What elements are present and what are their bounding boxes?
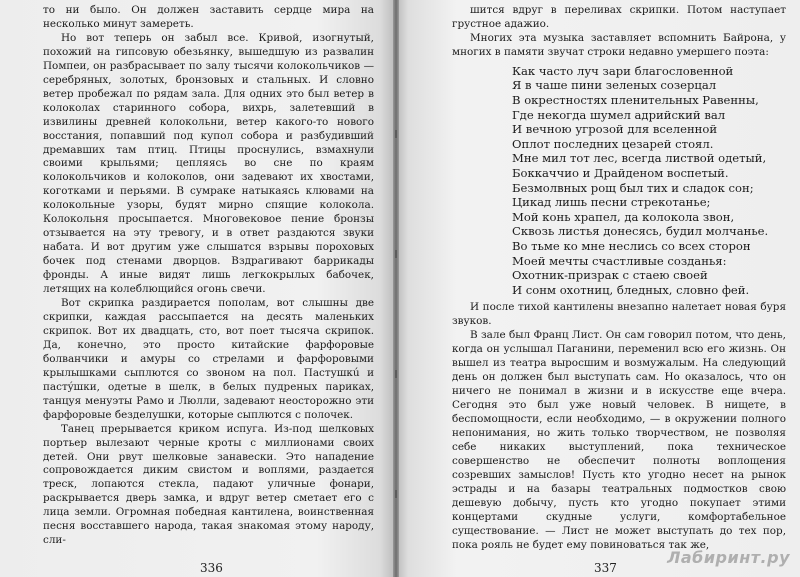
page-number-right: 337: [594, 561, 617, 575]
right-page-text: [452, 4, 786, 552]
poem-line: Мой конь храпел, да колокола звон,: [512, 209, 735, 224]
poem-line: И сонм охотниц, бледных, словно фей.: [512, 282, 750, 297]
poem-line: Оплот последних цезарей стоял.: [512, 136, 714, 151]
poem-line: Цикад лишь песни стрекотанье;: [512, 195, 711, 210]
paragraph: то ни было. Он должен заставить сердце мира на несколько минут замереть.: [43, 4, 374, 30]
paragraph: шится вдруг в переливах скрипки. Потом наступает грустное адажио.: [452, 4, 786, 30]
poem-quote: [512, 64, 786, 298]
left-page-text: [43, 4, 374, 548]
binding-stitch: [395, 250, 397, 258]
poem-line: И вечною угрозой для вселенной: [512, 122, 718, 137]
poem-line: Охотник-призрак с стаею своей: [512, 268, 708, 283]
paragraph: В зале был Франц Лист. Он сам говорил потом, что день, когда он услышал Паганини, переменил всю его жизнь. Он вышел из театра выросшим и возмужалым. На следующий день он должен был выступать сам. Но оказалось, что он ничего не понимал в жизни и в искусстве еще вчера. Сегодня это был уже новый человек. В нищете, в беспомощности, если необходимо, — в окружении полного непонимания, но жить только творчеством, не позволяя себе никаких выступлений, пока техническое совершенство не обеспечит полноты воплощения созревших замыслов! Пусть кто угодно несет на рынок эстрады и на базары театральных подмостков свою дешевую добычу, пусть кто угодно покупает этими концертами скудные услуги, комфортабельное существование. — Лист не может выступать до тех пор, пока рояль не будет ему повиноваться так же,: [452, 329, 786, 551]
poem-line: Сквозь листья донесясь, будил молчанье.: [512, 224, 769, 239]
poem-line: Я в чаше пини зеленых созерцал: [512, 78, 717, 93]
page-number-left: 336: [200, 561, 223, 575]
poem-line: Безмолвных рощ был тих и сладок сон;: [512, 180, 754, 195]
binding-stitch: [395, 490, 397, 498]
paragraph: Танец прерывается криком испуга. Из-под шелковых портьер вылезают черные кроты с миллионами своих детей. Они рвут шелковые занавески. Это нападение сопровождается диким свистом и воплями, раздается треск, лопаются стекла, падают уличные фонари, раскрывается дверь замка, и вдруг ветер сметает его с лица земли. Огромная победная кантилена, воинственная песня восставшего народа, такая знакомая этому народу, сли-: [43, 422, 374, 547]
watermark-logo: Лабиринт.ру: [667, 548, 790, 567]
right-page: [396, 0, 800, 577]
binding-stitch: [395, 130, 397, 138]
paragraph: И после тихой кантилены внезапно налетает новая буря звуков.: [452, 301, 786, 328]
binding-stitch: [395, 370, 397, 378]
poem-line: Во тьме ко мне неслись со всех сторон: [512, 238, 751, 253]
paragraph: Многих эта музыка заставляет вспомнить Байрона, у многих в памяти звучат строки недавно умершего поэта:: [452, 31, 786, 58]
poem-line: Как часто луч зари благословенной: [512, 63, 734, 78]
paragraph: Но вот теперь он забыл все. Кривой, изогнутый, похожий на гипсовую обезьянку, вышедшую из развалин Помпеи, он разбрасывает по залу тысячи колокольчиков — серебряных, золотых, бронзовых и стальных. И словно ветер пробежал по рядам зала. Для одних это был ветер в колоколах старинного собора, вихрь, залетевший в извилины древней колокольни, ветер какого-то нового восстания, попавший под купол собора и разбудивший дремавших там птиц. Птицы проснулись, взмахнули своими крыльями; цепляясь во сне по краям колокольчиков и колоколов, они задевают их хвостами, коготками и перьями. В сумраке натыкаясь клювами на колокольные узоры, будят мирно спящие колокола. Колокольня просыпается. Многовековое пение бронзы отзывается на эту тревогу, и в ответ раздаются звуки набата. И вот другим уже слышатся взрывы пороховых бочек под стенами дворцов. Вздрагивают баррикады фронды. А иные видят лишь легкокрылых бабочек, летящих на колеблющийся огонь свечи.: [43, 31, 374, 296]
left-page: [0, 0, 396, 577]
poem-line: В окрестностях пленительных Равенны,: [512, 93, 759, 107]
poem-line: Мне мил тот лес, всегда листвой одетый,: [512, 151, 767, 166]
poem-line: Боккаччио и Драйденом воспетый.: [512, 165, 729, 180]
paragraph: Вот скрипка раздирается пополам, вот слышны две скрипки, каждая рассыпается на десять маленьких скрипок. Вот их двадцать, сто, вот поет тысяча скрипок. Да, конечно, это просто китайские фарфоровые болванчики и амуры со стрелами и фарфоровыми крылышками сыплются со звоном на пол. Пастушкú и пастýшки, одетые в шелк, в белых пудреных париках, танцуя менуэты Рамо и Люлли, задевают неосторожно эти фарфоровые безделушки, которые сыплются с полочек.: [43, 297, 374, 421]
poem-line: Где некогда шумел адрийский вал: [512, 107, 726, 122]
poem-line: Моей мечты счастливые созданья:: [512, 253, 727, 268]
